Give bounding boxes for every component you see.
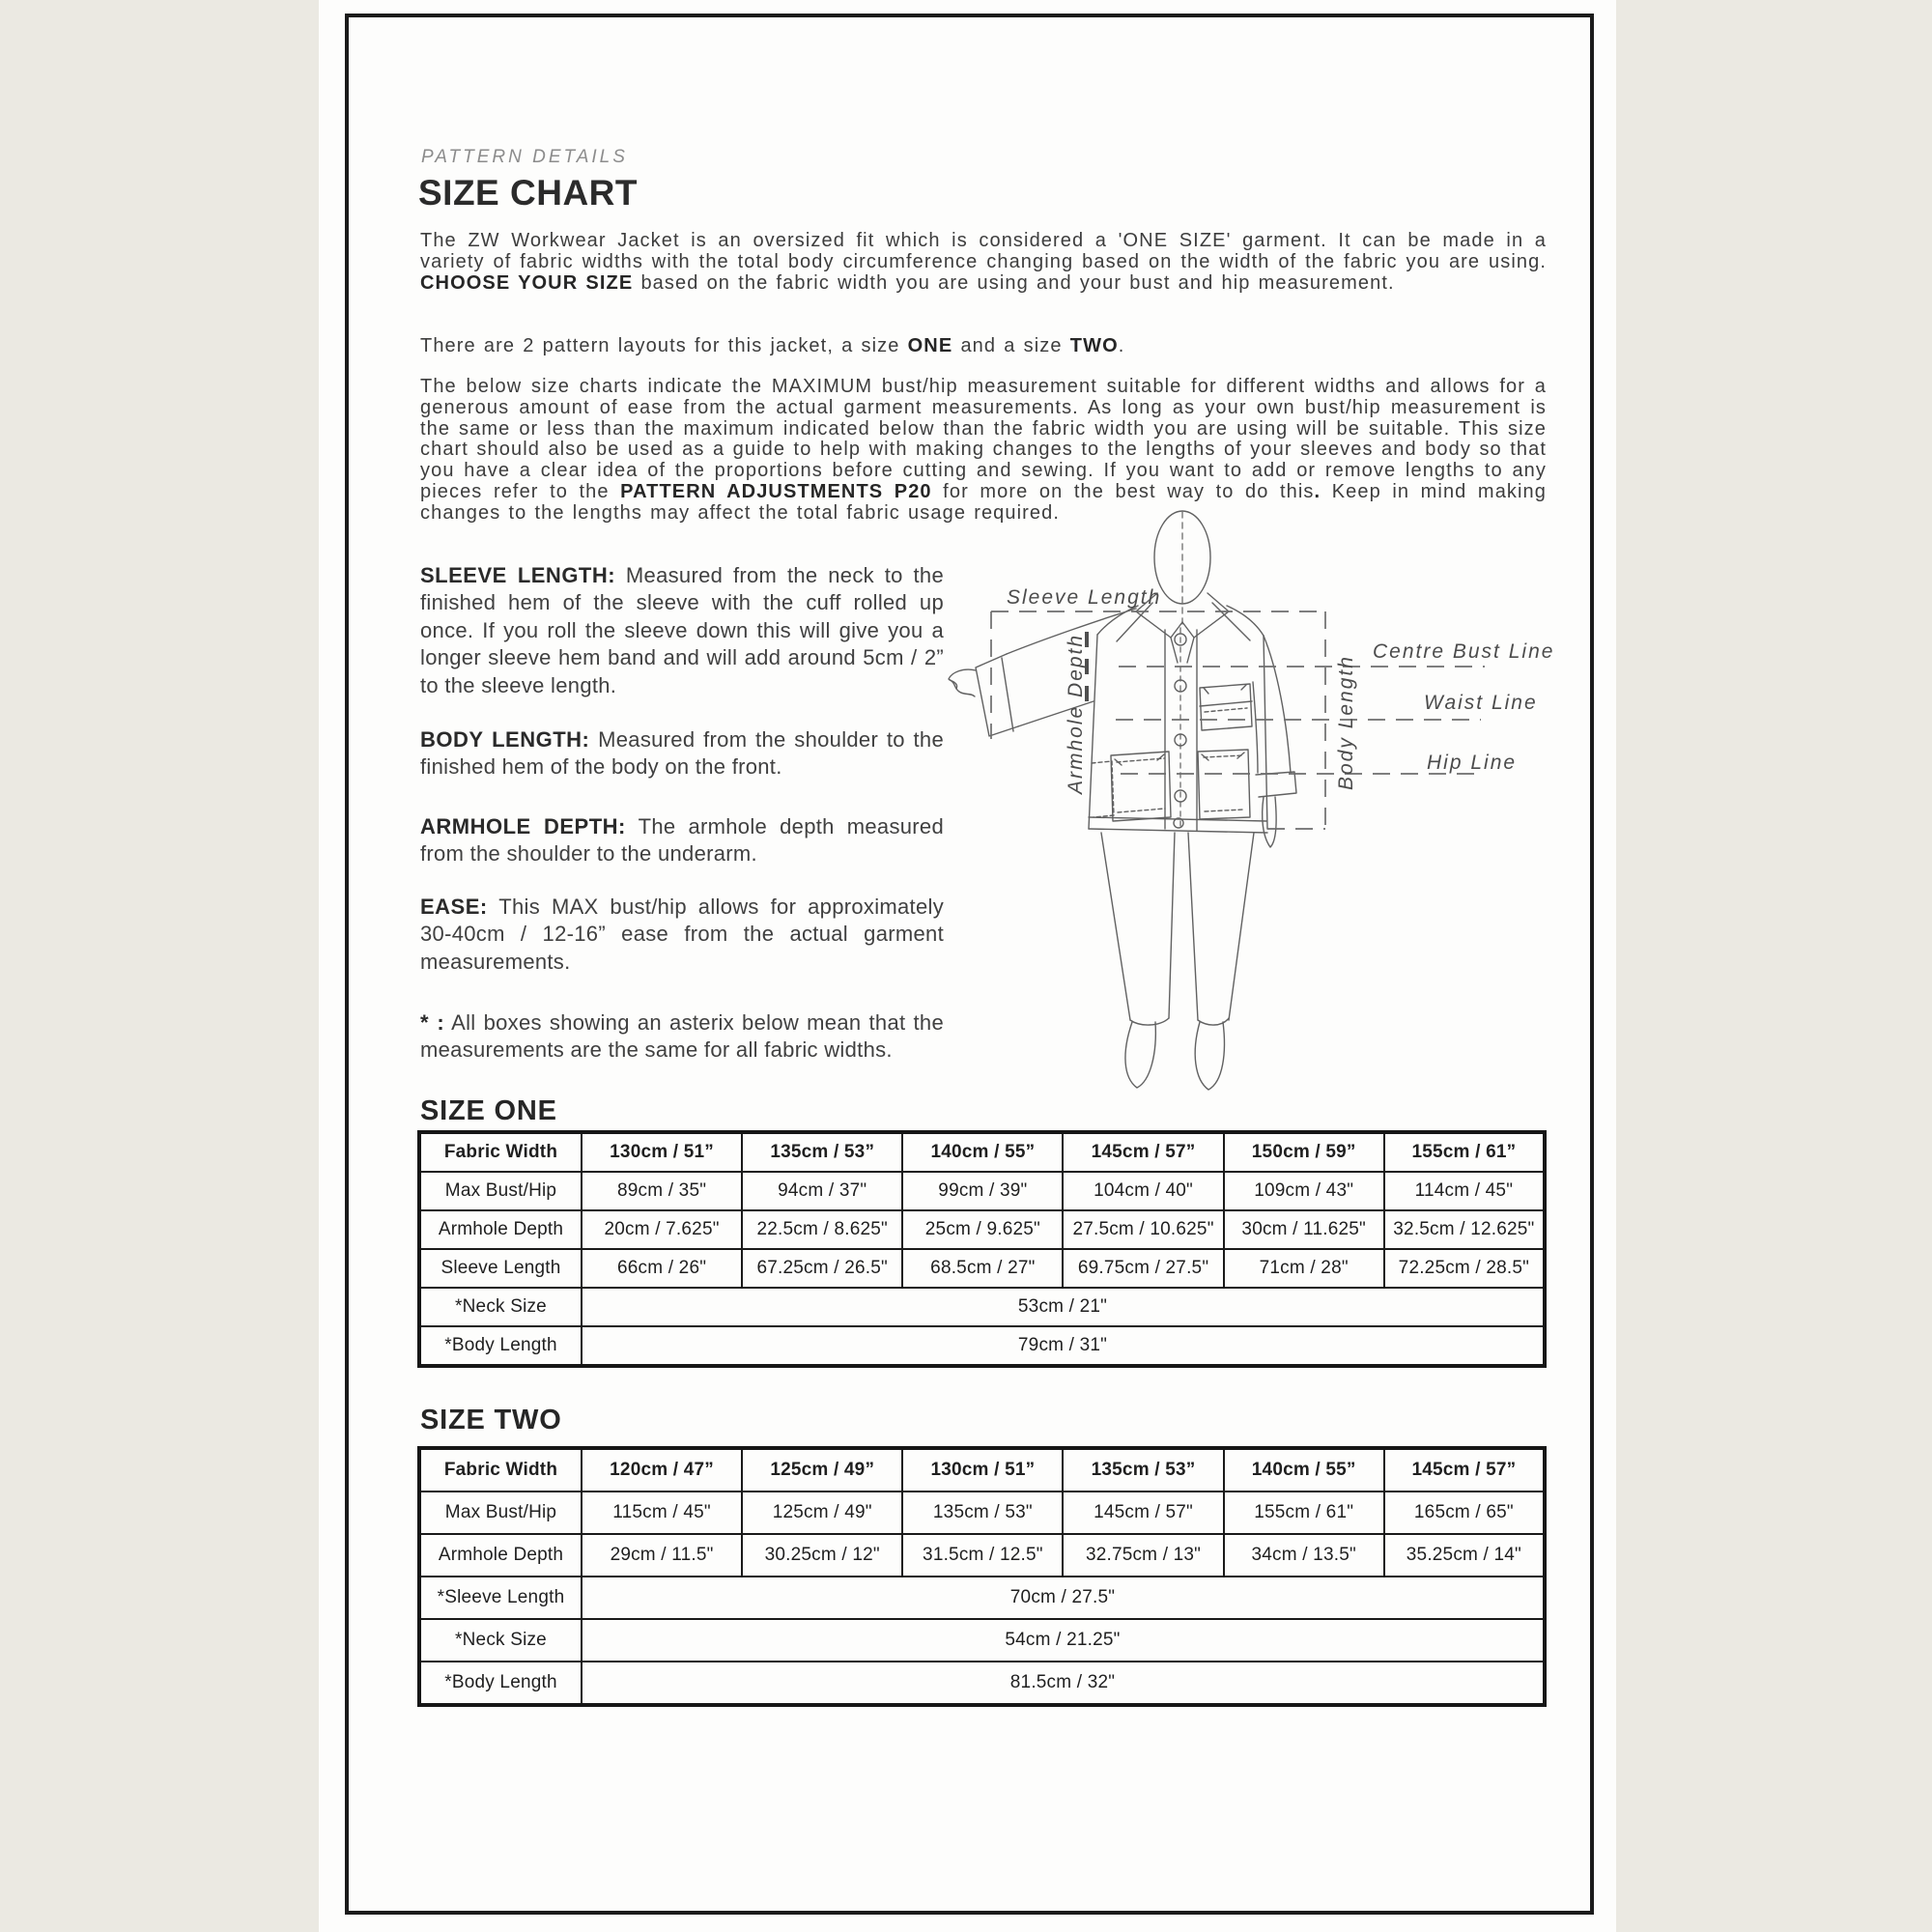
- body-length-label: Body Length: [1335, 655, 1357, 790]
- definition-lead: BODY LENGTH:: [420, 727, 590, 752]
- row-label: Max Bust/Hip: [419, 1492, 582, 1534]
- intro-paragraph-1: [420, 231, 1547, 294]
- table-row: [419, 1492, 1545, 1534]
- measurement-cell: 155cm / 61": [1224, 1492, 1384, 1534]
- column-header: 130cm / 51”: [902, 1448, 1063, 1492]
- table-header-row: [419, 1448, 1545, 1492]
- measurement-cell: 72.25cm / 28.5": [1384, 1249, 1545, 1288]
- column-header: 145cm / 57”: [1384, 1448, 1545, 1492]
- sleeve-length-label: Sleeve Length: [1007, 586, 1162, 609]
- measurement-cell: 35.25cm / 14": [1384, 1534, 1545, 1577]
- row-label: *Body Length: [419, 1326, 582, 1366]
- column-header: 140cm / 55”: [1224, 1448, 1384, 1492]
- text-segment: There are 2 pattern layouts for this jacket, a size: [420, 335, 908, 356]
- definition-asterisk-note: [420, 1009, 944, 1065]
- text-segment: Keep in mind making changes to the lengths may affect the total fabric usage required.: [420, 480, 1548, 524]
- measurement-cell: 32.5cm / 12.625": [1384, 1210, 1545, 1249]
- text-segment-bold: CHOOSE YOUR SIZE: [420, 271, 634, 294]
- measurement-cell: 115cm / 45": [582, 1492, 742, 1534]
- measurement-cell: 109cm / 43": [1224, 1172, 1384, 1210]
- definition-lead: SLEEVE LENGTH:: [420, 563, 616, 587]
- measurement-cell-span: 54cm / 21.25": [582, 1619, 1545, 1662]
- table-row: [419, 1210, 1545, 1249]
- definition-ease: [420, 894, 944, 976]
- figure-right-hand: [1263, 797, 1276, 847]
- measurement-cell-span: 81.5cm / 32": [582, 1662, 1545, 1705]
- table-header-row: [419, 1132, 1545, 1172]
- jacket-lower-right-pocket: [1198, 750, 1250, 819]
- definition-body: The armhole depth measured from the shoulder to the underarm.: [420, 814, 944, 867]
- measurement-cell: 30cm / 11.625": [1224, 1210, 1384, 1249]
- jacket-body-outline: [1089, 635, 1097, 829]
- row-label: *Sleeve Length: [419, 1577, 582, 1619]
- row-label: *Body Length: [419, 1662, 582, 1705]
- measurement-cell: 71cm / 28": [1224, 1249, 1384, 1288]
- definition-body: All boxes showing an asterix below mean that the measurements are the same for all fabric widths.: [420, 1010, 945, 1063]
- text-segment: based on the fabric width you are using and your bust and hip measurement.: [633, 271, 1395, 294]
- measurement-cell: 67.25cm / 26.5": [742, 1249, 902, 1288]
- intro-paragraph-2: [420, 336, 1547, 357]
- measurement-cell: 27.5cm / 10.625": [1063, 1210, 1223, 1249]
- armhole-depth-label: Armhole Depth: [1065, 633, 1087, 794]
- definition-armhole-depth: [420, 813, 944, 868]
- size-one-heading: SIZE ONE: [420, 1095, 557, 1126]
- figure-legs: [1101, 833, 1130, 1020]
- measurement-cell: 104cm / 40": [1063, 1172, 1223, 1210]
- definition-body: This MAX bust/hip allows for approximately 30-40cm / 12-16” ease from the actual garment measurements.: [420, 895, 944, 974]
- measurement-cell-span: 79cm / 31": [582, 1326, 1545, 1366]
- table-row: [419, 1326, 1545, 1366]
- measurement-cell: 114cm / 45": [1384, 1172, 1545, 1210]
- measurement-cell: 69.75cm / 27.5": [1063, 1249, 1223, 1288]
- column-header: 155cm / 61”: [1384, 1132, 1545, 1172]
- size-one-table: [417, 1130, 1547, 1368]
- measurement-cell: 20cm / 7.625": [582, 1210, 742, 1249]
- measurement-cell-span: 53cm / 21": [582, 1288, 1545, 1326]
- definition-lead: * :: [420, 1010, 445, 1035]
- row-label: Fabric Width: [419, 1448, 582, 1492]
- measurement-cell: 32.75cm / 13": [1063, 1534, 1223, 1577]
- measurement-cell: 165cm / 65": [1384, 1492, 1545, 1534]
- column-header: 145cm / 57”: [1063, 1132, 1223, 1172]
- measurement-cell: 99cm / 39": [902, 1172, 1063, 1210]
- table-row: [419, 1288, 1545, 1326]
- row-label: *Neck Size: [419, 1619, 582, 1662]
- table-row: [419, 1662, 1545, 1705]
- definition-lead: ARMHOLE DEPTH:: [420, 814, 626, 838]
- measurement-cell: 66cm / 26": [582, 1249, 742, 1288]
- measurement-cell-span: 70cm / 27.5": [582, 1577, 1545, 1619]
- column-header: 125cm / 49”: [742, 1448, 902, 1492]
- text-segment-bold: PATTERN ADJUSTMENTS P20: [620, 480, 932, 502]
- definition-body-length: [420, 726, 944, 781]
- table-row: [419, 1619, 1545, 1662]
- definition-body: Measured from the neck to the finished hem of the sleeve with the cuff rolled up once. If you roll the sleeve down this will give you a longer sleeve hem band and will add around 5cm / 2” to the sleeve length.: [420, 563, 944, 697]
- jacket-right-sleeve: [1264, 636, 1291, 773]
- hip-label: Hip Line: [1427, 752, 1518, 774]
- figure-right-foot: [1195, 1022, 1224, 1090]
- row-label: Armhole Depth: [419, 1534, 582, 1577]
- text-segment: and a size: [952, 335, 1070, 356]
- definition-sleeve-length: [420, 562, 944, 699]
- waist-label: Waist Line: [1424, 692, 1538, 714]
- table-row: [419, 1249, 1545, 1288]
- text-segment: for more on the best way to do this: [931, 480, 1315, 502]
- column-header: 135cm / 53”: [742, 1132, 902, 1172]
- measurement-cell: 68.5cm / 27": [902, 1249, 1063, 1288]
- size-two-heading: SIZE TWO: [420, 1405, 562, 1435]
- text-segment-bold: ONE: [907, 335, 953, 356]
- column-header: 150cm / 59”: [1224, 1132, 1384, 1172]
- measurement-cell: 22.5cm / 8.625": [742, 1210, 902, 1249]
- column-header: 135cm / 53”: [1063, 1448, 1223, 1492]
- measurement-cell: 145cm / 57": [1063, 1492, 1223, 1534]
- jacket-illustration: [918, 406, 1594, 1101]
- row-label: Sleeve Length: [419, 1249, 582, 1288]
- table-row: [419, 1534, 1545, 1577]
- column-header: 130cm / 51”: [582, 1132, 742, 1172]
- measurement-cell: 30.25cm / 12": [742, 1534, 902, 1577]
- table-row: [419, 1172, 1545, 1210]
- measurement-cell: 125cm / 49": [742, 1492, 902, 1534]
- text-segment-bold: TWO: [1069, 335, 1119, 356]
- measurement-cell: 29cm / 11.5": [582, 1534, 742, 1577]
- measurement-cell: 94cm / 37": [742, 1172, 902, 1210]
- row-label: Armhole Depth: [419, 1210, 582, 1249]
- measurement-cell: 34cm / 13.5": [1224, 1534, 1384, 1577]
- centre-bust-label: Centre Bust Line: [1373, 640, 1555, 663]
- row-label: Max Bust/Hip: [419, 1172, 582, 1210]
- page-title: SIZE CHART: [418, 173, 638, 213]
- size-two-table: [417, 1446, 1547, 1707]
- measurement-cell: 135cm / 53": [902, 1492, 1063, 1534]
- measurement-cell: 25cm / 9.625": [902, 1210, 1063, 1249]
- jacket-chest-pocket: [1200, 684, 1252, 730]
- table-row: [419, 1577, 1545, 1619]
- measurement-cell: 31.5cm / 12.5": [902, 1534, 1063, 1577]
- column-header: 120cm / 47”: [582, 1448, 742, 1492]
- definition-lead: EASE:: [420, 895, 488, 919]
- text-segment: The below size charts indicate the MAXIMUM bust/hip measurement suitable for different widths and allows for a generous amount of ease from the actual garment measurements. As long as your own bust/hip measurement is the same or less than the maximum indicated below than the fabric width you are using will be suitable. This size chart should also be used as a guide to help with making changes to the lengths of your sleeves and body so that you have a clear idea of the proportions before cutting and sewing. If you want to add or remove lengths to any pieces refer to the: [420, 376, 1547, 502]
- row-label: Fabric Width: [419, 1132, 582, 1172]
- eyebrow-label: PATTERN DETAILS: [421, 147, 628, 167]
- row-label: *Neck Size: [419, 1288, 582, 1326]
- text-segment: .: [1118, 335, 1125, 356]
- text-segment: The ZW Workwear Jacket is an oversized fit which is considered a 'ONE SIZE' garment. It can be made in a variety of fabric widths with the total body circumference changing based on the width of the fabric you are using.: [420, 230, 1547, 272]
- column-header: 140cm / 55”: [902, 1132, 1063, 1172]
- text-segment-bold: .: [1314, 480, 1321, 502]
- measurement-cell: 89cm / 35": [582, 1172, 742, 1210]
- definition-body: Measured from the shoulder to the finished hem of the body on the front.: [420, 727, 945, 780]
- figure-left-hand: [949, 669, 976, 696]
- figure-left-foot: [1125, 1022, 1155, 1088]
